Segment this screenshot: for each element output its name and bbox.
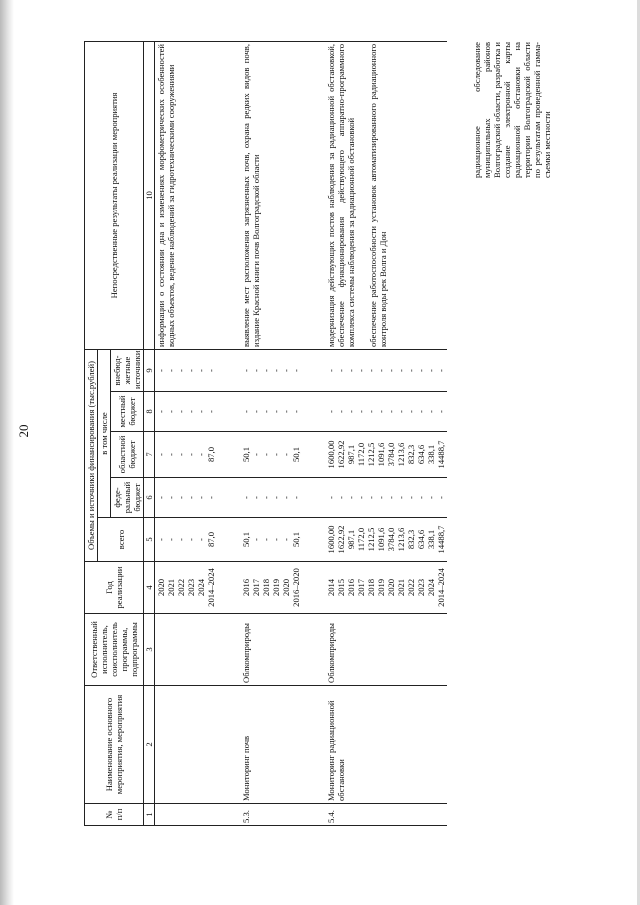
cell-value: - bbox=[186, 496, 196, 499]
activity-name: Мониторинг почв bbox=[217, 686, 302, 804]
cell-value: - bbox=[156, 369, 166, 372]
years-list bbox=[217, 562, 302, 614]
local-list bbox=[217, 392, 302, 432]
cell-value: - bbox=[271, 369, 281, 372]
cell-value: - bbox=[376, 496, 386, 499]
col-num: 2 bbox=[144, 686, 155, 804]
cell-value: - bbox=[206, 410, 216, 413]
cell-value: - bbox=[386, 496, 396, 499]
cell-value: 50,1 bbox=[241, 531, 251, 548]
cell-value: - bbox=[261, 410, 271, 413]
cell-value: - bbox=[251, 538, 261, 541]
cell-value: 634,6 bbox=[416, 529, 426, 550]
cell-value: - bbox=[196, 496, 206, 499]
cell-value: - bbox=[271, 538, 281, 541]
cell-value: - bbox=[251, 453, 261, 456]
cell-value: 2019 bbox=[376, 578, 386, 597]
col-num: 9 bbox=[144, 349, 155, 391]
cell-value: - bbox=[326, 369, 336, 372]
col-num: 3 bbox=[144, 614, 155, 686]
cell-value: 2018 bbox=[261, 578, 271, 597]
federal-list bbox=[217, 478, 302, 518]
cell-value: 2014–2024 bbox=[206, 568, 216, 607]
cell-value: - bbox=[156, 410, 166, 413]
cell-value: 2017 bbox=[251, 578, 261, 597]
years-list bbox=[302, 562, 447, 614]
cell-value: 634,6 bbox=[416, 444, 426, 465]
cell-value: - bbox=[271, 410, 281, 413]
cell-value: - bbox=[166, 410, 176, 413]
rotated-page bbox=[16, 42, 624, 826]
cell-value: - bbox=[156, 496, 166, 499]
cell-value: - bbox=[196, 538, 206, 541]
cell-value: 2016 bbox=[241, 578, 251, 597]
cell-value: - bbox=[241, 496, 251, 499]
header-extra: внебюд-жетные источники bbox=[111, 349, 144, 391]
result-text: выявление мест расположения загрязненных почв, охрана редких видов почв, издание Красной книги почв Волгоградской области bbox=[217, 41, 302, 349]
cell-value: - bbox=[336, 496, 346, 499]
cell-value: - bbox=[156, 453, 166, 456]
cell-value: - bbox=[336, 369, 346, 372]
federal-list bbox=[302, 478, 447, 518]
cell-value: - bbox=[406, 369, 416, 372]
cell-value: - bbox=[206, 369, 216, 372]
cell-value: - bbox=[346, 369, 356, 372]
header-no: № п/п bbox=[85, 804, 144, 826]
result-text: модернизация действующих постов наблюдения за радиационной обстановкой, обеспечение функционирования действующего аппаратно-программного комплекса системы наблюдения за радиационной обстановкой bbox=[326, 43, 356, 347]
cell-value: 2017 bbox=[356, 578, 366, 597]
cell-value: - bbox=[156, 538, 166, 541]
header-name: Наименование основного мероприятия, мероприятия bbox=[85, 686, 144, 804]
cell-value: - bbox=[196, 369, 206, 372]
cell-value: 1622,92 bbox=[336, 525, 346, 554]
cell-value: 2015 bbox=[336, 578, 346, 597]
cell-value: - bbox=[416, 369, 426, 372]
cell-value: - bbox=[206, 496, 216, 499]
col-num: 5 bbox=[144, 518, 155, 562]
cell-value: 2019 bbox=[271, 578, 281, 597]
cell-value: - bbox=[281, 538, 291, 541]
header-regional: областной бюджет bbox=[111, 432, 144, 478]
col-num: 1 bbox=[144, 804, 155, 826]
cell-value: - bbox=[271, 453, 281, 456]
cell-value: - bbox=[241, 410, 251, 413]
table-row bbox=[302, 41, 447, 825]
cell-value: - bbox=[366, 410, 376, 413]
cell-value: - bbox=[196, 453, 206, 456]
cell-value: - bbox=[346, 410, 356, 413]
header-local: местный бюджет bbox=[111, 392, 144, 432]
col-num: 7 bbox=[144, 432, 155, 478]
cell-value: - bbox=[436, 369, 446, 372]
cell-value: - bbox=[186, 453, 196, 456]
cell-value: 2018 bbox=[366, 578, 376, 597]
cell-value: 2020 bbox=[281, 578, 291, 597]
cell-value: 2016–2020 bbox=[291, 568, 301, 607]
cell-value: - bbox=[356, 410, 366, 413]
header-incl: в том числе bbox=[98, 349, 111, 517]
cell-value: - bbox=[186, 410, 196, 413]
cell-value: 338,1 bbox=[426, 444, 436, 465]
table-row bbox=[217, 41, 302, 825]
cell-value: 3784,0 bbox=[386, 527, 396, 552]
cell-value: 1172,0 bbox=[356, 442, 366, 467]
cell-value: 2023 bbox=[416, 578, 426, 597]
cell-value: - bbox=[436, 496, 446, 499]
cell-value: - bbox=[356, 369, 366, 372]
cell-value: - bbox=[396, 410, 406, 413]
header-year: Год реализации bbox=[85, 562, 144, 614]
cell-value: 1600,00 bbox=[326, 525, 336, 554]
cell-value: - bbox=[281, 496, 291, 499]
cell-value: - bbox=[326, 496, 336, 499]
cell-value: 2024 bbox=[196, 578, 206, 597]
cell-value: - bbox=[261, 369, 271, 372]
cell-value: - bbox=[186, 538, 196, 541]
cell-value: - bbox=[336, 410, 346, 413]
cell-value: 2021 bbox=[166, 578, 176, 597]
cell-value: - bbox=[176, 410, 186, 413]
cell-value: 50,1 bbox=[291, 531, 301, 548]
row-number: 5.4. bbox=[302, 804, 447, 826]
cell-value: 50,1 bbox=[241, 446, 251, 463]
cell-value: 832,3 bbox=[406, 444, 416, 465]
cell-value: - bbox=[326, 410, 336, 413]
cell-value: 1212,5 bbox=[366, 442, 376, 467]
local-list bbox=[155, 392, 218, 432]
col-num: 10 bbox=[144, 41, 155, 349]
cell-value: 1212,5 bbox=[366, 527, 376, 552]
cell-value: 14488,7 bbox=[436, 525, 446, 554]
regional-list bbox=[302, 432, 447, 478]
program-table bbox=[84, 41, 447, 826]
activity-name: Мониторинг радиационной обстановки bbox=[302, 686, 447, 804]
cell-value: - bbox=[396, 496, 406, 499]
cell-value: - bbox=[176, 369, 186, 372]
header-results: Непосредственные результаты реализации мероприятия bbox=[85, 41, 144, 349]
result-cell bbox=[302, 41, 447, 349]
cell-value: 1622,92 bbox=[336, 440, 346, 469]
cell-value: - bbox=[386, 369, 396, 372]
column-number-row bbox=[144, 41, 155, 825]
years-list bbox=[155, 562, 218, 614]
cell-value: 1091,6 bbox=[376, 442, 386, 467]
cell-value: 1600,00 bbox=[326, 440, 336, 469]
header-federal: феде-ральный бюджет bbox=[111, 478, 144, 518]
cell-value: - bbox=[261, 538, 271, 541]
cell-value: - bbox=[356, 496, 366, 499]
cell-value: 1172,0 bbox=[356, 527, 366, 552]
extra-list bbox=[155, 349, 218, 391]
cell-value: 1213,6 bbox=[396, 442, 406, 467]
cell-value: - bbox=[376, 410, 386, 413]
executor-name: Облкомприроды bbox=[217, 614, 302, 686]
cell-value: 2020 bbox=[386, 578, 396, 597]
cell-value: - bbox=[291, 369, 301, 372]
cell-value: 2016 bbox=[346, 578, 356, 597]
row-number: 5.3. bbox=[217, 804, 302, 826]
cell-value: - bbox=[251, 369, 261, 372]
cell-value: 832,3 bbox=[406, 529, 416, 550]
header-finance: Объемы и источники финансирования (тыс.рублей) bbox=[85, 349, 98, 561]
cell-value: 2024 bbox=[426, 578, 436, 597]
header-total: всего bbox=[98, 518, 144, 562]
cell-value: 2023 bbox=[186, 578, 196, 597]
cell-value: - bbox=[426, 410, 436, 413]
cell-value: - bbox=[261, 453, 271, 456]
executor-name: Облкомприроды bbox=[302, 614, 447, 686]
cell-value: - bbox=[186, 369, 196, 372]
cell-value: - bbox=[426, 496, 436, 499]
cell-value: 1091,6 bbox=[376, 527, 386, 552]
result-text-continued: радиационное обследование муниципальных районов Волгоградской области, разработка и создание электронной карты радиационной обстановки на территории Волгоградской области по результатам проведенной гамма-съемки местности bbox=[472, 42, 552, 178]
cell-value: - bbox=[251, 410, 261, 413]
cell-value: - bbox=[166, 369, 176, 372]
scan-left-edge bbox=[0, 0, 14, 905]
local-list bbox=[302, 392, 447, 432]
cell-value: 1213,6 bbox=[396, 527, 406, 552]
cell-value: - bbox=[406, 410, 416, 413]
cell-value: 2014–2024 bbox=[436, 568, 446, 607]
cell-value: 3784,0 bbox=[386, 442, 396, 467]
cell-value: - bbox=[386, 410, 396, 413]
col-num: 8 bbox=[144, 392, 155, 432]
cell-value: 987,1 bbox=[346, 529, 356, 550]
cell-value: - bbox=[281, 369, 291, 372]
regional-list bbox=[155, 432, 218, 478]
col-num: 4 bbox=[144, 562, 155, 614]
page-number: 20 bbox=[16, 424, 31, 438]
cell-value: - bbox=[241, 369, 251, 372]
cell-value: - bbox=[346, 496, 356, 499]
cell-value: 338,1 bbox=[426, 529, 436, 550]
cell-value: - bbox=[176, 538, 186, 541]
col-num: 6 bbox=[144, 478, 155, 518]
cell-value: - bbox=[376, 369, 386, 372]
cell-value: 14488,7 bbox=[436, 440, 446, 469]
total-list bbox=[302, 518, 447, 562]
cell-value: - bbox=[271, 496, 281, 499]
cell-value: 2020 bbox=[156, 578, 166, 597]
cell-value: - bbox=[366, 496, 376, 499]
cell-value: - bbox=[426, 369, 436, 372]
regional-list bbox=[217, 432, 302, 478]
cell-value: 2022 bbox=[176, 578, 186, 597]
cell-value: 87,0 bbox=[206, 531, 216, 548]
federal-list bbox=[155, 478, 218, 518]
cell-value: - bbox=[166, 496, 176, 499]
result-text: обеспечение работоспособности установок автоматизированного радиационного контроля воды рек Волга и Дон bbox=[368, 43, 388, 347]
cell-value: 2022 bbox=[406, 578, 416, 597]
extra-list bbox=[217, 349, 302, 391]
cell-value: - bbox=[176, 453, 186, 456]
cell-value: - bbox=[261, 496, 271, 499]
header-executor: Ответственный исполнитель, соисполнитель программы, подпрограммы bbox=[85, 614, 144, 686]
cell-value: - bbox=[291, 410, 301, 413]
cell-value: - bbox=[416, 410, 426, 413]
cell-value: - bbox=[251, 496, 261, 499]
cell-value: - bbox=[291, 496, 301, 499]
cell-value: 2021 bbox=[396, 578, 406, 597]
cell-value: - bbox=[281, 410, 291, 413]
total-list bbox=[217, 518, 302, 562]
cell-value: - bbox=[281, 453, 291, 456]
cell-value: - bbox=[166, 538, 176, 541]
result-text: информации о состоянии дна и изменениях морфометрических особенностей водных объектов, ведение наблюдений за гидротехническими сооружениями bbox=[155, 41, 218, 349]
cell-value: - bbox=[396, 369, 406, 372]
cell-value: - bbox=[166, 453, 176, 456]
cell-value: - bbox=[196, 410, 206, 413]
cell-value: 987,1 bbox=[346, 444, 356, 465]
cell-value: - bbox=[366, 369, 376, 372]
table-row bbox=[155, 41, 218, 825]
total-list bbox=[155, 518, 218, 562]
cell-value: - bbox=[176, 496, 186, 499]
cell-value: 50,1 bbox=[291, 446, 301, 463]
cell-value: 87,0 bbox=[206, 446, 216, 463]
cell-value: 2014 bbox=[326, 578, 336, 597]
cell-value: - bbox=[436, 410, 446, 413]
cell-value: - bbox=[416, 496, 426, 499]
extra-list bbox=[302, 349, 447, 391]
cell-value: - bbox=[406, 496, 416, 499]
